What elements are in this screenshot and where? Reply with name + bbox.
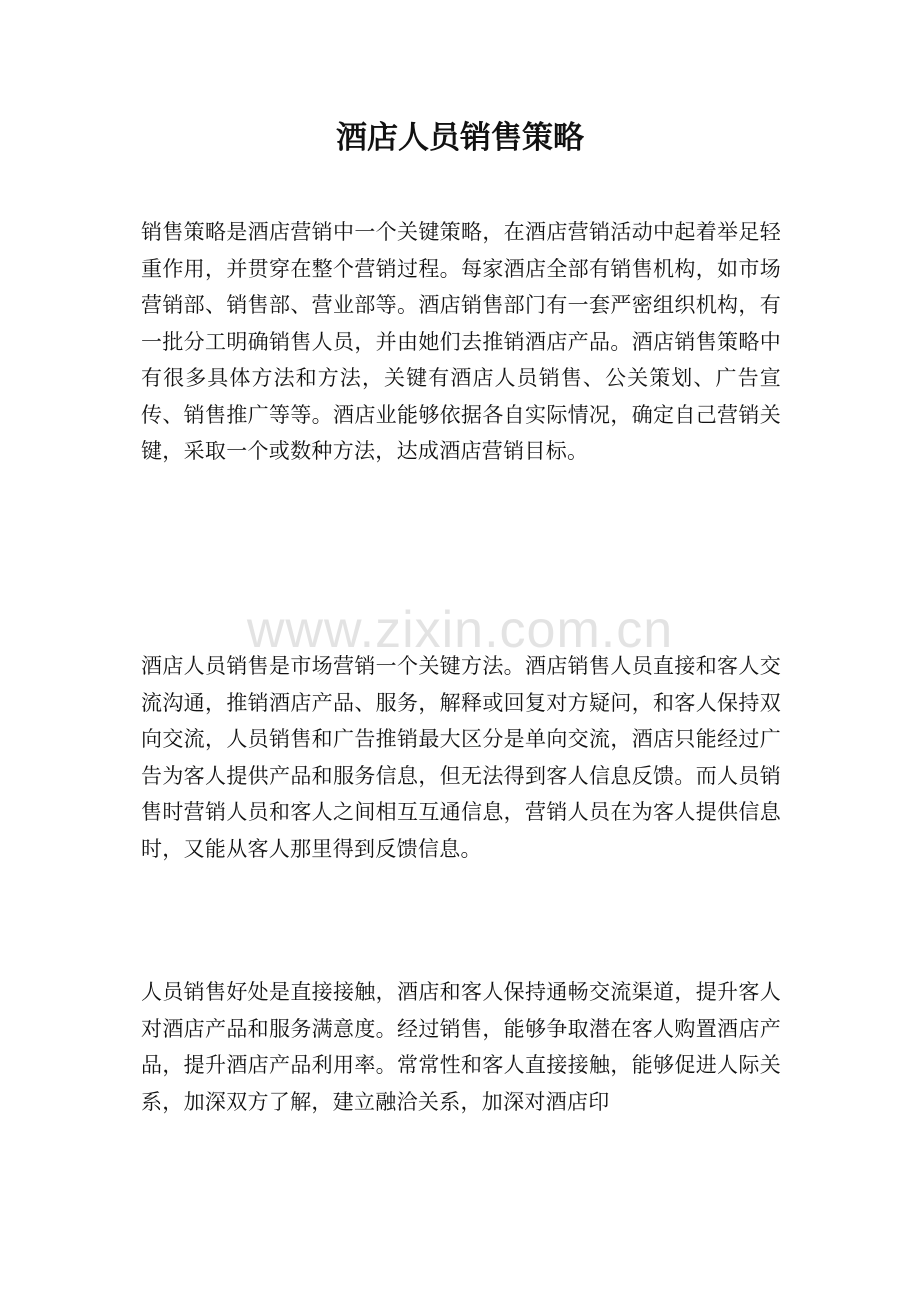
watermark: www.zixin.com.cn — [246, 601, 674, 659]
paragraph-1: 销售策略是酒店营销中一个关键策略，在酒店营销活动中起着举足轻重作用，并贯穿在整个营销过程。每家酒店全部有销售机构，如市场营销部、销售部、营业部等。酒店销售部门有一套严密组织机构，有一批分工明确销售人员，并由她们去推销酒店产品。酒店销售策略中有很多具体方法和方法，关键有酒店人员销售、公关策划、广告宣传、销售推广等等。酒店业能够依据各自实际情况，确定自己营销关键，采取一个或数种方法，达成酒店营销目标。 — [141, 220, 781, 463]
paragraph-3: 人员销售好处是直接接触，酒店和客人保持通畅交流渠道，提升客人对酒店产品和服务满意度。经过销售，能够争取潜在客人购置酒店产品，提升酒店产品利用率。常常性和客人直接接触，能够促进人际关系，加深双方了解，建立融洽关系，加深对酒店印 — [141, 980, 781, 1114]
document-title: 酒店人员销售策略 — [336, 120, 584, 156]
paragraph-2: 酒店人员销售是市场营销一个关键方法。酒店销售人员直接和客人交流沟通，推销酒店产品、服务，解释或回复对方疑问，和客人保持双向交流，人员销售和广告推销最大区分是单向交流，酒店只能经过广告为客人提供产品和服务信息，但无法得到客人信息反馈。而人员销售时营销人员和客人之间相互互通信息，营销人员在为客人提供信息时，又能从客人那里得到反馈信息。 — [141, 654, 781, 861]
